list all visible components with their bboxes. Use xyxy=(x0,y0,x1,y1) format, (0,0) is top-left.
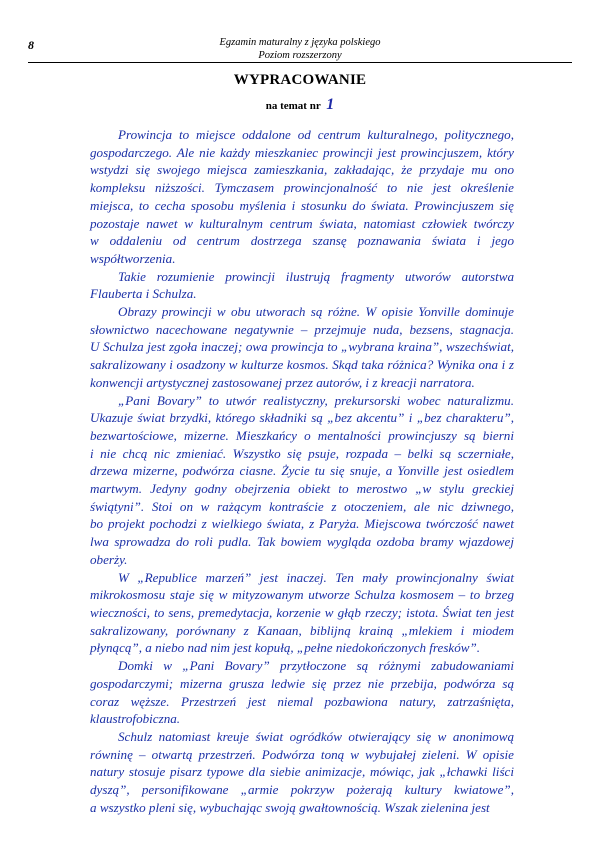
essay-line: Domki w „Pani Bovary” przytłoczone są różnymi zabudowaniami xyxy=(118,658,514,674)
essay-paragraph xyxy=(90,303,514,392)
essay-line: coraz węższe. Przestrzeń jest niemal pozbawiona natury, zatrzaśnięta, xyxy=(90,693,514,709)
essay-line: klaustrofobiczna. xyxy=(90,711,181,727)
essay-line: miejsca, to cecha sposobu myślenia i stosunku do świata. Prowincjuszem się xyxy=(90,197,514,213)
essay-paragraph xyxy=(90,268,514,303)
essay-line: „Pani Bovary” to utwór realistyczny, prekursorski wobec naturalizmu. xyxy=(118,392,514,408)
running-header xyxy=(0,36,600,62)
essay-line: płynącą”, a niebo nad nim jest kopułą, „pełne niedokończonych fresków”. xyxy=(90,640,481,656)
essay-paragraph xyxy=(90,657,514,728)
topic-label: na temat nr xyxy=(265,100,321,112)
header-rule xyxy=(28,62,572,63)
essay-line: równinę – otwartą przestrzeń. Podwórza toną w wybujałej zieleni. W opisie xyxy=(90,746,514,762)
essay-line: mikrokosmosu staje się w mityzowanym utworze Schulza kosmosem – to brzeg xyxy=(90,587,514,603)
essay-line: oberży. xyxy=(90,551,128,567)
page-number: 8 xyxy=(28,38,34,52)
essay-line: martwym. Jedyny godny obejrzenia obiekt to merostwo „w stylu greckiej xyxy=(90,481,514,497)
essay-line: wstydzi się swojego miejsca zamieszkania, zakładając, że przydaje mu ono xyxy=(90,162,514,178)
essay-line: gospodarczymi; mizerna grusza ledwie się przez nie przebija, podwórza są xyxy=(90,675,514,691)
essay-line: współtworzenia. xyxy=(90,250,176,266)
exam-level-line: Poziom rozszerzony xyxy=(258,50,342,61)
essay-line: kompleksu niższości. Tymczasem prowincjonalność to nie jest określenie xyxy=(90,180,514,196)
essay-line: Schulz natomiast kreuje świat ogródków otwierający się w anonimową xyxy=(118,728,514,744)
essay-line: bezwartościowe, mizerne. Mieszkańcy o mentalności prowincjuszy są bierni xyxy=(90,427,514,443)
essay-paragraph xyxy=(90,728,514,817)
essay-line: bo projekt pochodzi z wielkiego świata, z Paryża. Miejscowa twórczość nawet xyxy=(90,516,514,532)
essay-line: lwa sprowadza do roli pudla. Tak bowiem wygląda ozdoba bramy wjazdowej xyxy=(90,534,514,550)
essay-body xyxy=(90,126,514,816)
essay-line: gospodarczego. Ale nie każdy mieszkaniec prowincji jest prowincjuszem, który xyxy=(90,144,514,160)
essay-line: dyszą”, personifikowane „armie pokrzyw pożerają kultury kwiatowe”, xyxy=(90,782,514,798)
essay-line: sakralizowany i osadzony w kulturze kosmos. Skąd taka różnica? Wynika ona i z xyxy=(90,357,514,373)
essay-line: natury stosuje pisarz typowe dla siebie animizacje, mówiąc, jak „łchawki liści xyxy=(90,764,514,780)
essay-title: WYPRACOWANIE xyxy=(233,72,367,88)
essay-line: a wszystko pleni się, wybuchając swoją gwałtownością. Wszak zielenina jest xyxy=(90,799,490,815)
essay-line: U Schulza jest zgoła inaczej; owa prowincja to „wybrana kraina”, wszechświat, xyxy=(90,339,514,355)
essay-line: w oddaleniu od centrum dostrzega szansę poznawania świata i jego xyxy=(90,233,514,249)
essay-line: Obrazy prowincji w obu utworach są różne. W opisie Yonville dominuje xyxy=(118,304,514,320)
essay-paragraph xyxy=(90,126,514,268)
essay-line: pozostaje nawet w kulturalnym centrum świata, natomiast człowiek twórczy xyxy=(90,215,514,231)
essay-line: i nie chcą nic zmieniać. Wszystko się psuje, rozpada – belki są sczerniałe, xyxy=(90,445,514,461)
essay-line: Takie rozumienie prowincji ilustrują fragmenty utworów autorstwa xyxy=(118,268,514,284)
essay-line: Prowincja to miejsce oddalone od centrum kulturalnego, politycznego, xyxy=(118,127,514,142)
essay-line: Ukazuje świat brzydki, którego składniki są „bez akcentu” i „bez charakteru”, xyxy=(90,410,514,426)
essay-paragraph xyxy=(90,392,514,569)
essay-line: drzewa mizerne, podwórza ciasne. Życie tu się snuje, a Yonville jest osiedlem xyxy=(90,463,514,479)
essay-line: W „Republice marzeń” jest inaczej. Ten mały prowincjonalny świat xyxy=(118,569,514,585)
essay-line: wieczności, to sens, premedytacja, korzenie w głąb rzeczy; istota. Świat ten jest xyxy=(90,604,514,620)
essay-line: Flauberta i Schulza. xyxy=(90,286,197,302)
essay-line: konwencji artystycznej zastosowanej przez autorów, i z kreacji narratora. xyxy=(90,374,475,390)
essay-line: sakralizowany, porównany z Kanaan, biblijną krainą „mlekiem i miodem xyxy=(90,622,514,638)
essay-line: świątyni”. Stoi on w rażącym kontraście z otoczeniem, ale nic dziwnego, xyxy=(90,498,514,514)
topic-number: 1 xyxy=(326,96,335,113)
essay-paragraph xyxy=(90,569,514,658)
essay-line: słownictwo nacechowane negatywnie – przejmuje nuda, bezsens, stagnacja. xyxy=(90,321,514,337)
topic-line xyxy=(0,96,600,114)
exam-title-line: Egzamin maturalny z języka polskiego xyxy=(219,37,381,48)
